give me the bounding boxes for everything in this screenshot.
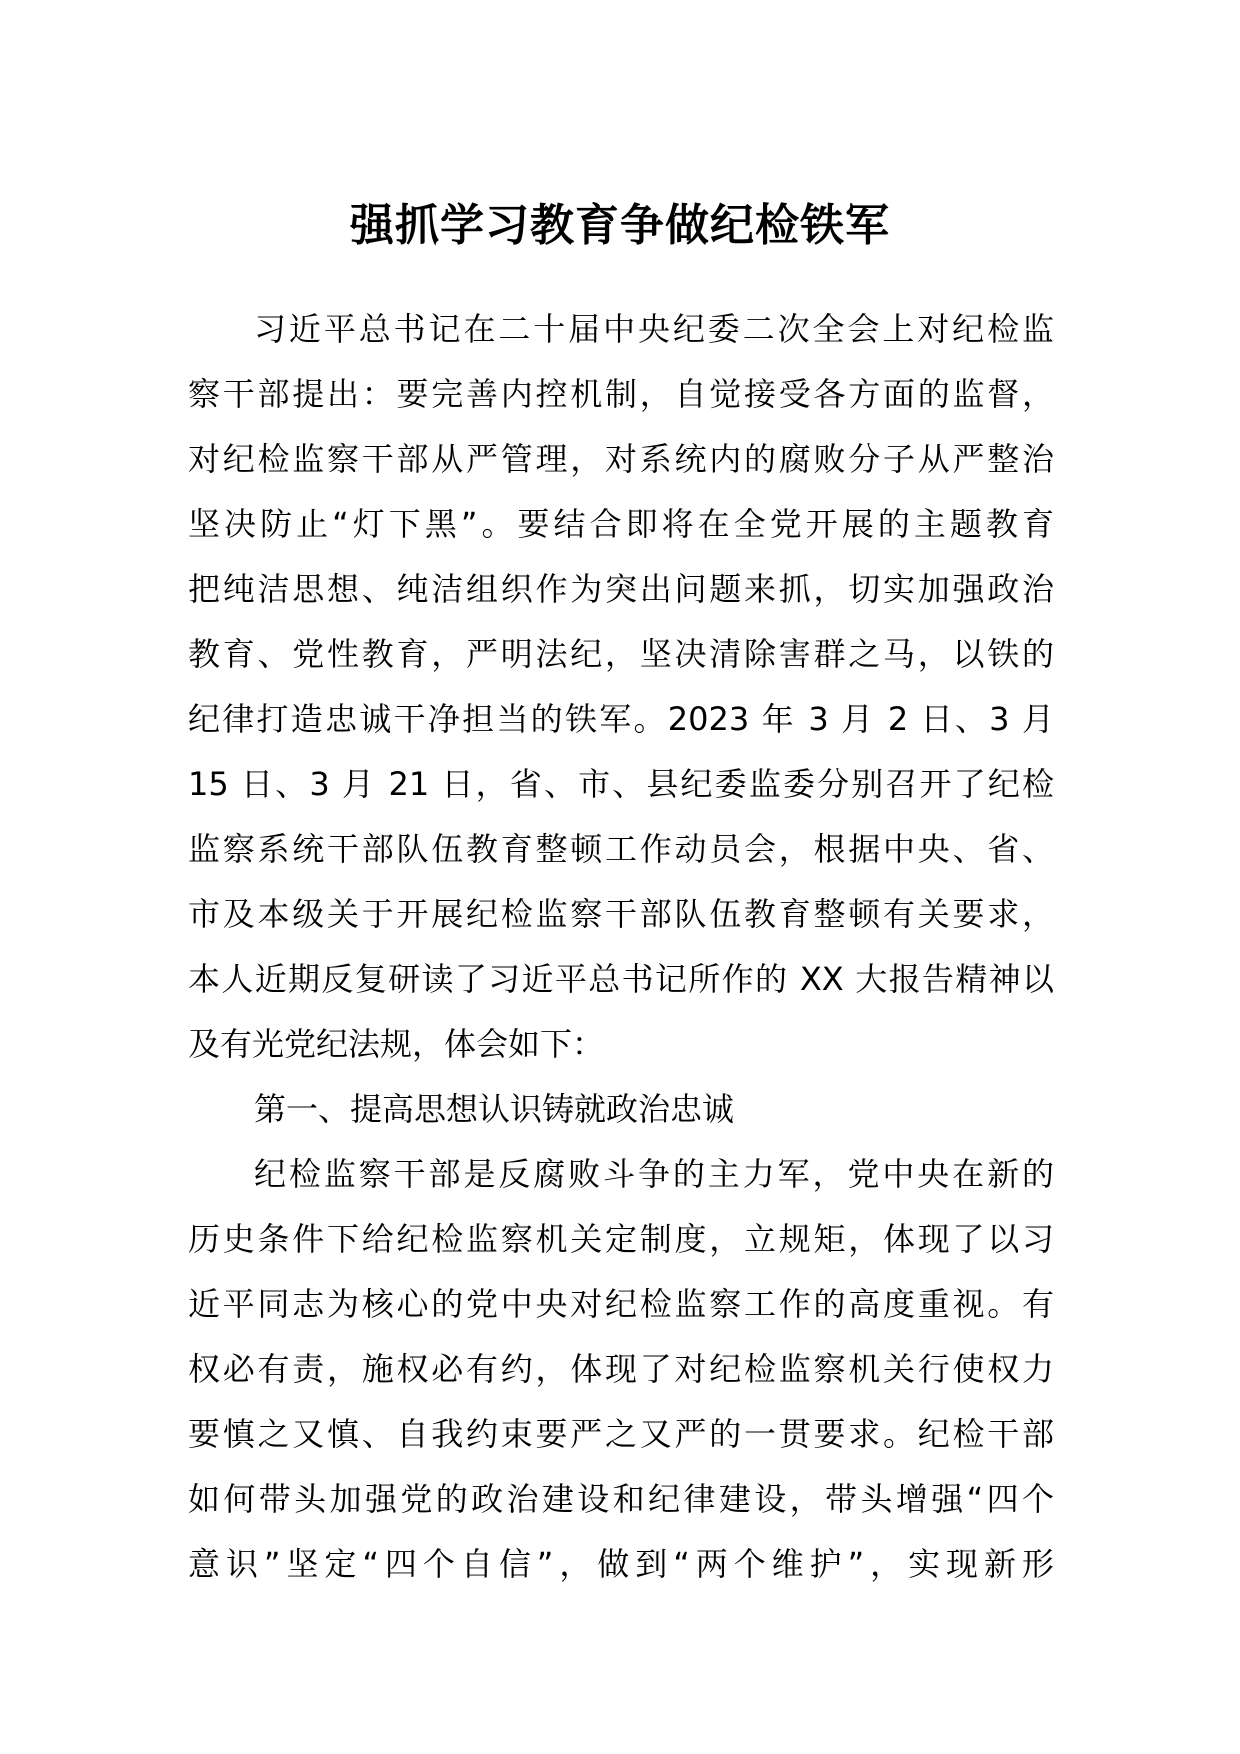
text-line: 习近平总书记在二十届中央纪委二次全会上对纪检监 — [254, 310, 1054, 348]
text-line: 权必有责，施权必有约，体现了对纪检监察机关行使权力 — [188, 1350, 1054, 1388]
text-line: 15 日、3 月 21 日，省、市、县纪委监委分别召开了纪检 — [188, 765, 1054, 803]
document-title: 强抓学习教育争做纪检铁军 — [350, 200, 890, 251]
text-line: 第一、提高思想认识铸就政治忠诚 — [254, 1090, 735, 1128]
text-line: 对纪检监察干部从严管理，对系统内的腐败分子从严整治 — [188, 440, 1054, 478]
text-line: 把纯洁思想、纯洁组织作为突出问题来抓，切实加强政治 — [188, 570, 1054, 608]
text-line: 近平同志为核心的党中央对纪检监察工作的高度重视。有 — [188, 1285, 1054, 1323]
text-line: 如何带头加强党的政治建设和纪律建设，带头增强“四个 — [188, 1480, 1054, 1518]
text-line: 意识”坚定“四个自信”，做到“两个维护”，实现新形 — [188, 1545, 1054, 1583]
text-line: 要慎之又慎、自我约束要严之又严的一贯要求。纪检干部 — [188, 1415, 1054, 1453]
text-line: 及有光党纪法规，体会如下： — [188, 1025, 605, 1063]
text-line: 监察系统干部队伍教育整顿工作动员会，根据中央、省、 — [188, 830, 1054, 868]
text-line: 市及本级关于开展纪检监察干部队伍教育整顿有关要求， — [188, 895, 1054, 933]
text-line: 纪律打造忠诚干净担当的铁军。2023 年 3 月 2 日、3 月 — [188, 700, 1054, 738]
text-line: 纪检监察干部是反腐败斗争的主力军，党中央在新的 — [254, 1155, 1054, 1193]
document-body — [188, 297, 1054, 1597]
text-line: 察干部提出：要完善内控机制，自觉接受各方面的监督， — [188, 375, 1054, 413]
text-line: 历史条件下给纪检监察机关定制度，立规矩，体现了以习 — [188, 1220, 1054, 1258]
text-line: 坚决防止“灯下黑”。要结合即将在全党开展的主题教育 — [188, 505, 1054, 543]
text-line: 本人近期反复研读了习近平总书记所作的 XX 大报告精神以 — [188, 960, 1054, 998]
text-line: 教育、党性教育，严明法纪，坚决清除害群之马，以铁的 — [188, 635, 1054, 673]
